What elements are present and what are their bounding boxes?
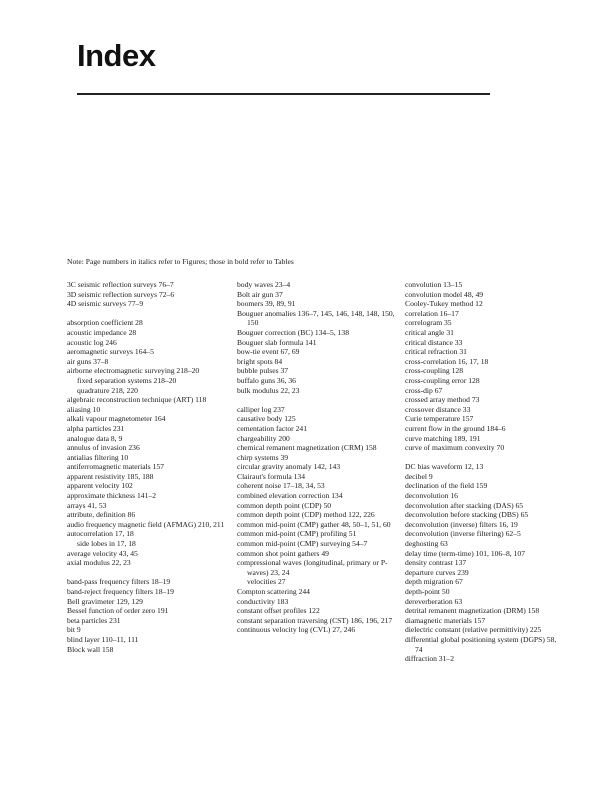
index-entry: deconvolution (inverse) filters 16, 19 <box>405 519 518 529</box>
index-note: Note: Page numbers in italics refer to Figures; those in bold refer to Tables <box>67 257 294 266</box>
index-entry: 3C seismic reflection surveys 76–7 <box>67 280 174 289</box>
index-entry: Bessel function of order zero 191 <box>67 606 169 616</box>
index-entry: correlation 16–17 <box>405 308 459 318</box>
index-entry: differential global positioning system (DGPS) 58, 74 <box>405 634 557 654</box>
index-entry: cross-correlation 16, 17, 18 <box>405 356 489 366</box>
index-entry: 3D seismic reflection surveys 72–6 <box>67 289 175 299</box>
index-entry: Block wall 158 <box>67 644 114 654</box>
index-entry: buffalo guns 36, 36 <box>237 375 296 385</box>
index-entry: aliasing 10 <box>67 404 101 414</box>
index-column-2 <box>237 280 397 635</box>
index-entry: arrays 41, 53 <box>67 500 107 510</box>
index-entry: Clairaut's formula 134 <box>237 471 306 481</box>
index-entry: deconvolution before stacking (DBS) 65 <box>405 510 529 520</box>
index-entry: Curie temperature 157 <box>405 414 474 424</box>
index-entry: common depth point (CDP) method 122, 226 <box>237 510 375 520</box>
index-entry: circular gravity anomaly 142, 143 <box>237 462 341 472</box>
index-subentry: velocities 27 <box>247 577 286 587</box>
index-entry: convolution 13–15 <box>405 280 463 289</box>
index-entry: conductivity 183 <box>237 596 289 606</box>
index-entry: convolution model 48, 49 <box>405 289 484 299</box>
index-entry: autocorrelation 17, 18 <box>67 529 134 539</box>
index-entry: chargeability 200 <box>237 433 290 443</box>
index-entry: deghosting 63 <box>405 539 448 549</box>
index-entry: compressional waves (longitudinal, primary or P-waves) 23, 24 <box>237 558 388 577</box>
index-entry: alpha particles 231 <box>67 423 125 433</box>
index-entry: diamagnetic materials 157 <box>405 615 486 625</box>
index-entry: beta particles 231 <box>67 615 121 625</box>
index-entry: Bouguer slab formula 141 <box>237 337 317 347</box>
index-entry: common depth point (CDP) 50 <box>237 500 332 510</box>
index-entry: body waves 23–4 <box>237 280 291 289</box>
index-entry: Bolt air gun 37 <box>237 289 283 299</box>
index-entry: axial modulus 22, 23 <box>67 558 131 568</box>
index-entry: correlogram 35 <box>405 318 452 328</box>
index-entry: crossover distance 33 <box>405 404 471 414</box>
index-entry: antiferromagnetic materials 157 <box>67 462 164 472</box>
index-entry: departure curves 239 <box>405 567 469 577</box>
index-entry: algebraic reconstruction technique (ART) 118 <box>67 395 207 405</box>
index-subentry: quadrature 218, 220 <box>77 385 138 395</box>
index-entry: detrital remanent magnetization (DRM) 158 <box>405 606 540 616</box>
index-entry: declination of the field 159 <box>405 481 488 491</box>
index-entry: constant separation traversing (CST) 186, 196, 217 <box>237 615 393 625</box>
index-entry: apparent resistivity 185, 188 <box>67 471 154 481</box>
index-entry: bright spots 84 <box>237 356 283 366</box>
index-entry: coherent noise 17–18, 34, 53 <box>237 481 325 491</box>
index-entry: annulus of invasion 236 <box>67 443 140 453</box>
index-entry: Bouguer correction (BC) 134–5, 138 <box>237 327 349 337</box>
index-entry: diffraction 31–2 <box>405 654 454 664</box>
index-entry: critical angle 31 <box>405 327 454 337</box>
index-entry: alkali vapour magnetometer 164 <box>67 414 166 424</box>
index-entry: analogue data 8, 9 <box>67 433 123 443</box>
index-entry: average velocity 43, 45 <box>67 548 138 558</box>
index-entry: depth migration 67 <box>405 577 463 587</box>
index-entry: attribute, definition 86 <box>67 510 136 520</box>
index-entry: common mid-point (CMP) surveying 54–7 <box>237 539 368 549</box>
index-entry: bulk modulus 22, 23 <box>237 385 300 395</box>
index-subentry: side lobes in 17, 18 <box>77 539 136 549</box>
index-entry: depth-point 50 <box>405 587 450 596</box>
index-entry: air guns 37–8 <box>67 356 109 366</box>
index-entry: blind layer 110–11, 111 <box>67 634 139 644</box>
index-entry: dereverberation 63 <box>405 596 463 606</box>
index-entry: bubble pulses 37 <box>237 366 289 376</box>
index-entry: airborne electromagnetic surveying 218–20 <box>67 366 200 376</box>
index-column-1 <box>67 280 227 654</box>
index-entry: cementation factor 241 <box>237 423 308 433</box>
index-entry: curve of maximum convexity 70 <box>405 443 505 453</box>
index-entry: decibel 9 <box>405 471 433 481</box>
index-entry: deconvolution after stacking (DAS) 65 <box>405 500 524 510</box>
index-entry: common shot point gathers 49 <box>237 548 329 558</box>
index-entry: continuous velocity log (CVL) 27, 246 <box>237 625 356 635</box>
index-entry: bit 9 <box>67 625 81 635</box>
index-subentry: fixed separation systems 218–20 <box>77 375 177 385</box>
index-entry: chemical remanent magnetization (CRM) 158 <box>237 443 377 453</box>
index-entry: causative body 125 <box>237 414 296 424</box>
index-entry: bow-tie event 67, 69 <box>237 347 300 357</box>
index-entry: aeromagnetic surveys 164–5 <box>67 347 154 357</box>
index-entry: chirp systems 39 <box>237 452 289 462</box>
index-entry: deconvolution (inverse filtering) 62–5 <box>405 529 521 539</box>
index-entry: antialias filtering 10 <box>67 452 129 462</box>
index-entry: current flow in the ground 184–6 <box>405 423 506 433</box>
index-entry: common mid-point (CMP) profiling 51 <box>237 529 357 539</box>
index-entry: deconvolution 16 <box>405 491 458 501</box>
index-entry: Cooley-Tukey method 12 <box>405 299 483 309</box>
index-entry: band-reject frequency filters 18–19 <box>67 587 174 596</box>
index-entry: density contrast 137 <box>405 558 467 568</box>
index-entry: calliper log 237 <box>237 404 285 414</box>
index-entry: common mid-point (CMP) gather 48, 50–1, 51, 60 <box>237 519 391 529</box>
index-entry: cross-dip 67 <box>405 385 443 395</box>
index-entry: combined elevation correction 134 <box>237 491 343 501</box>
index-entry: Bouguer anomalies 136–7, 145, 146, 148, 148, 150, 150 <box>237 308 395 328</box>
index-entry: Compton scattering 244 <box>237 587 310 596</box>
title-rule <box>77 93 490 95</box>
page-title: Index <box>77 38 156 73</box>
index-entry: cross-coupling error 128 <box>405 375 480 385</box>
index-entry: cross-coupling 128 <box>405 366 463 376</box>
index-entry: 4D seismic surveys 77–9 <box>67 299 144 309</box>
index-entry: critical refraction 31 <box>405 347 467 357</box>
index-entry: critical distance 33 <box>405 337 463 347</box>
index-entry: acoustic impedance 28 <box>67 327 137 337</box>
index-entry: Bell gravimeter 129, 129 <box>67 596 143 606</box>
index-entry: boomers 39, 89, 91 <box>237 299 296 309</box>
index-entry: delay time (term-time) 101, 106–8, 107 <box>405 548 525 558</box>
index-entry: crossed array method 73 <box>405 395 480 405</box>
index-entry: audio frequency magnetic field (AFMAG) 210, 211 <box>67 519 225 529</box>
index-entry: acoustic log 246 <box>67 337 117 347</box>
index-entry: apparent velocity 102 <box>67 481 133 491</box>
index-entry: approximate thickness 141–2 <box>67 491 156 501</box>
index-column-3 <box>405 280 565 664</box>
index-entry: DC bias waveform 12, 13 <box>405 462 484 472</box>
index-entry: curve matching 189, 191 <box>405 433 481 443</box>
index-entry: constant offset profiles 122 <box>237 606 320 616</box>
index-entry: dielectric constant (relative permittivity) 225 <box>405 625 542 635</box>
index-entry: absorption coefficient 28 <box>67 318 143 328</box>
index-entry: band-pass frequency filters 18–19 <box>67 577 171 587</box>
